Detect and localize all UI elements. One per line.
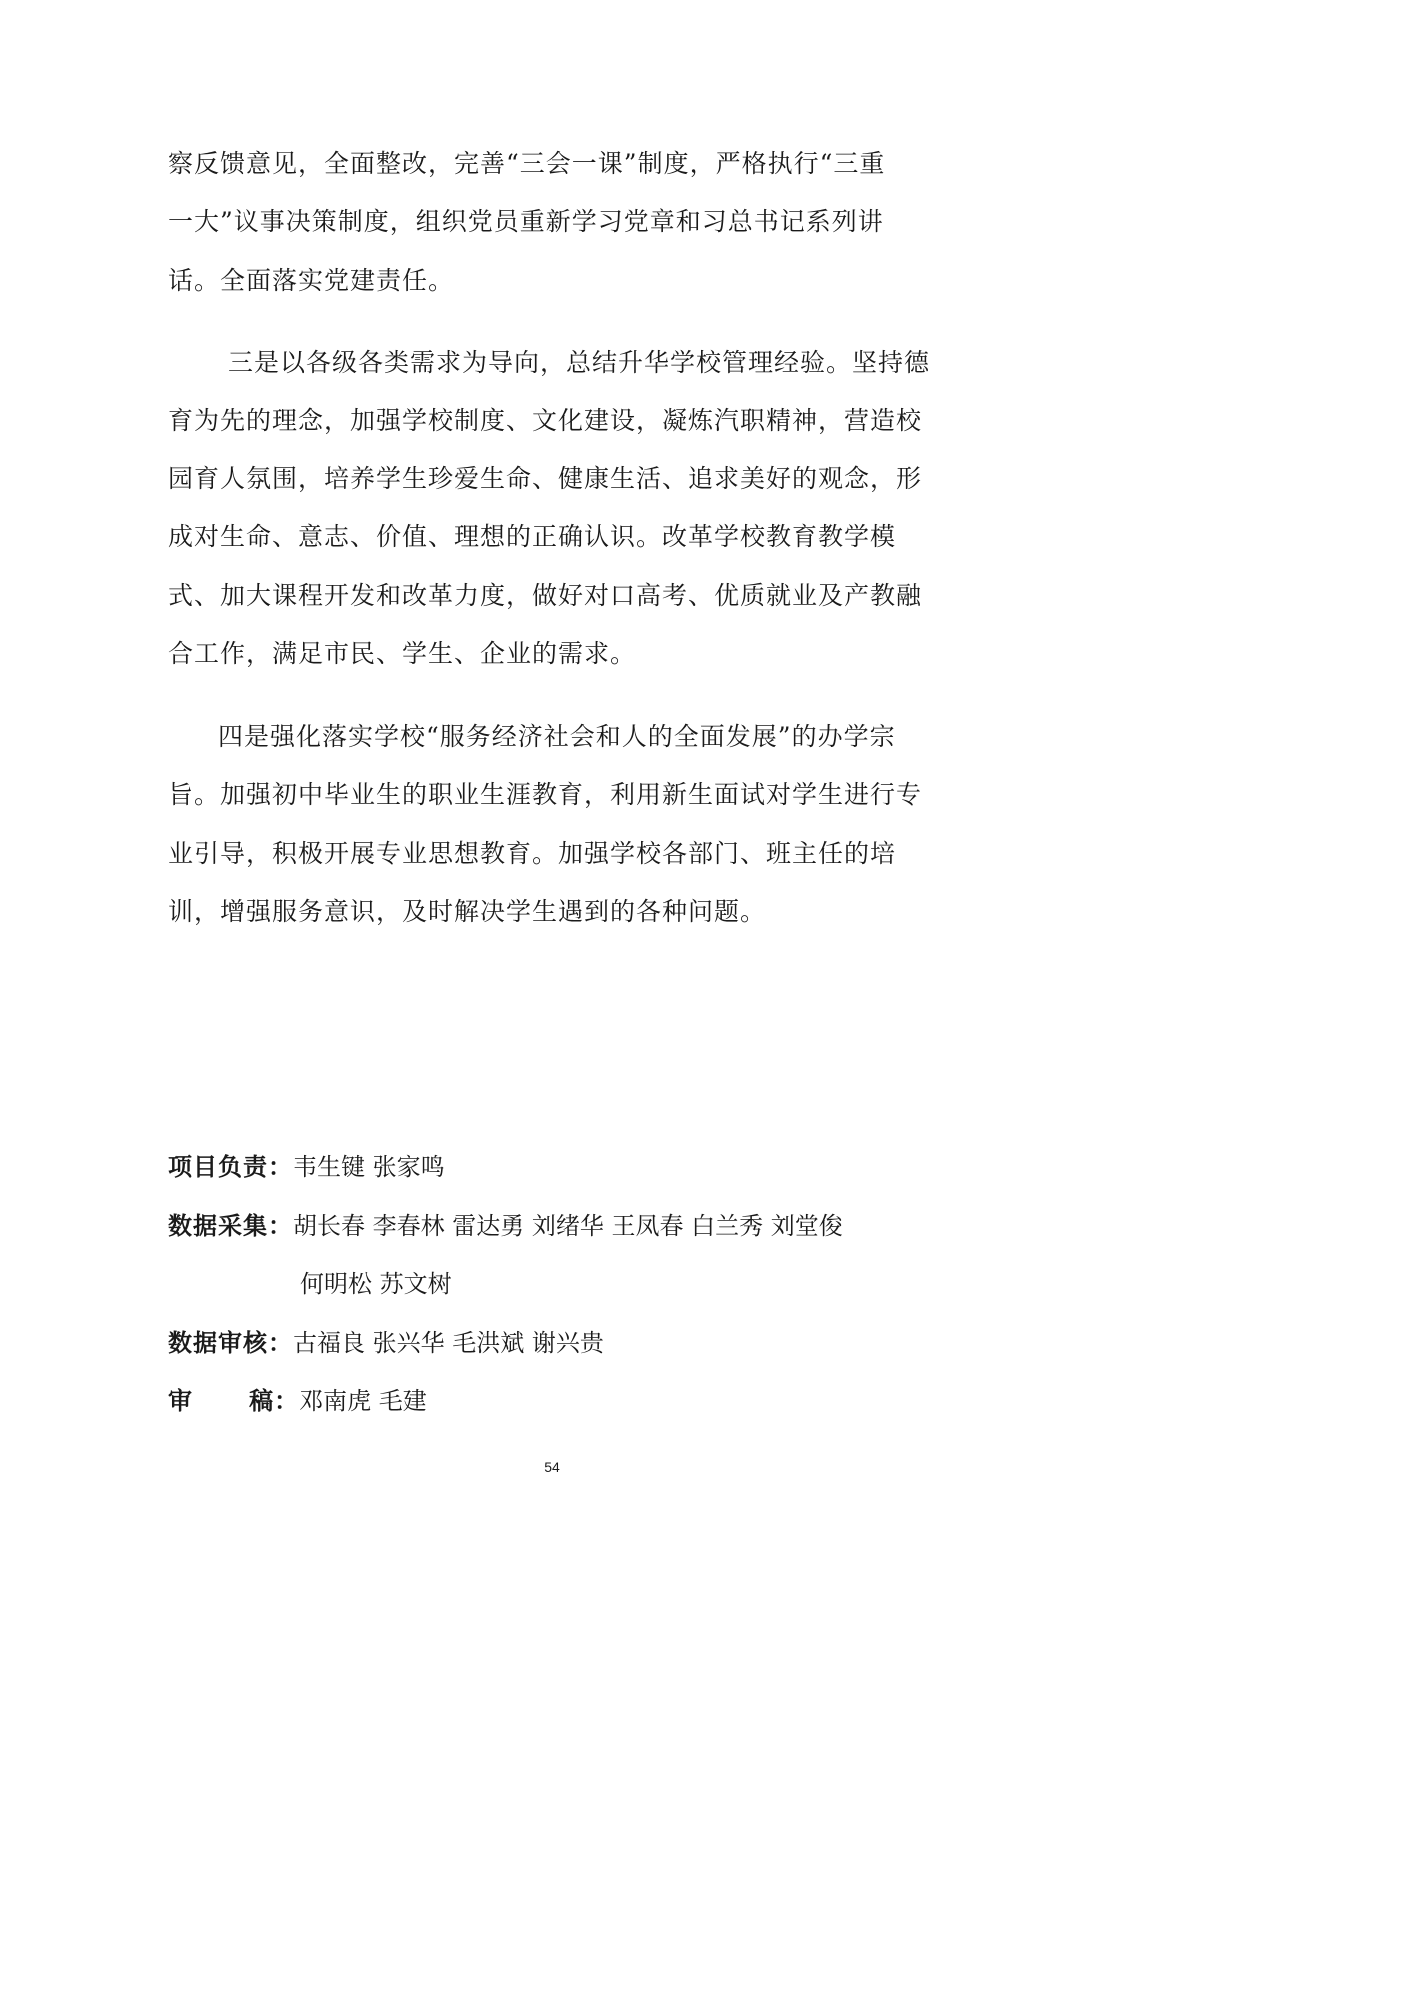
paragraph-line: 话。全面落实党建责任。 [168,266,455,295]
paragraph-line: 四是强化落实学校“服务经济社会和人的全面发展”的办学宗 [218,722,896,751]
credit-final-review [168,1385,427,1417]
page-number: 54 [544,1459,560,1475]
paragraph-line: 业引导，积极开展专业思想教育。加强学校各部门、班主任的培 [168,839,897,868]
credit-names: 何明松 苏文树 [300,1270,452,1298]
credit-data-collection-continued [300,1268,452,1300]
paragraph-line: 旨。加强初中毕业生的职业生涯教育，利用新生面试对学生进行专 [168,780,923,809]
credit-label: 数据审核： [168,1329,293,1357]
paragraph-line: 育为先的理念，加强学校制度、文化建设，凝炼汽职精神，营造校 [168,406,923,435]
credit-names: 古福良 张兴华 毛洪斌 谢兴贵 [293,1329,604,1357]
paragraph-line: 园育人氛围，培养学生珍爱生命、健康生活、追求美好的观念，形 [168,464,923,493]
paragraph-line: 一大”议事决策制度，组织党员重新学习党章和习总书记系列讲 [168,207,884,236]
credit-label: 审 稿： [168,1387,300,1415]
paragraph-line: 式、加大课程开发和改革力度，做好对口高考、优质就业及产教融 [168,581,923,610]
credit-data-collection [168,1210,843,1242]
credit-project-lead [168,1151,445,1183]
paragraph-line: 合工作，满足市民、学生、企业的需求。 [168,639,637,668]
credit-names: 邓南虎 毛建 [299,1387,427,1415]
paragraph-line: 察反馈意见，全面整改，完善“三会一课”制度，严格执行“三重 [168,149,886,178]
paragraph-line: 三是以各级各类需求为导向，总结升华学校管理经验。坚持德 [228,348,931,377]
credit-names: 韦生键 张家鸣 [293,1153,445,1181]
paragraph-line: 训，增强服务意识，及时解决学生遇到的各种问题。 [168,897,767,926]
credit-label: 项目负责： [168,1153,293,1181]
credit-data-review [168,1327,604,1359]
paragraph-line: 成对生命、意志、价值、理想的正确认识。改革学校教育教学模 [168,522,897,551]
credit-names: 胡长春 李春林 雷达勇 刘绪华 王凤春 白兰秀 刘堂俊 [293,1212,843,1240]
credit-label: 数据采集： [168,1212,293,1240]
